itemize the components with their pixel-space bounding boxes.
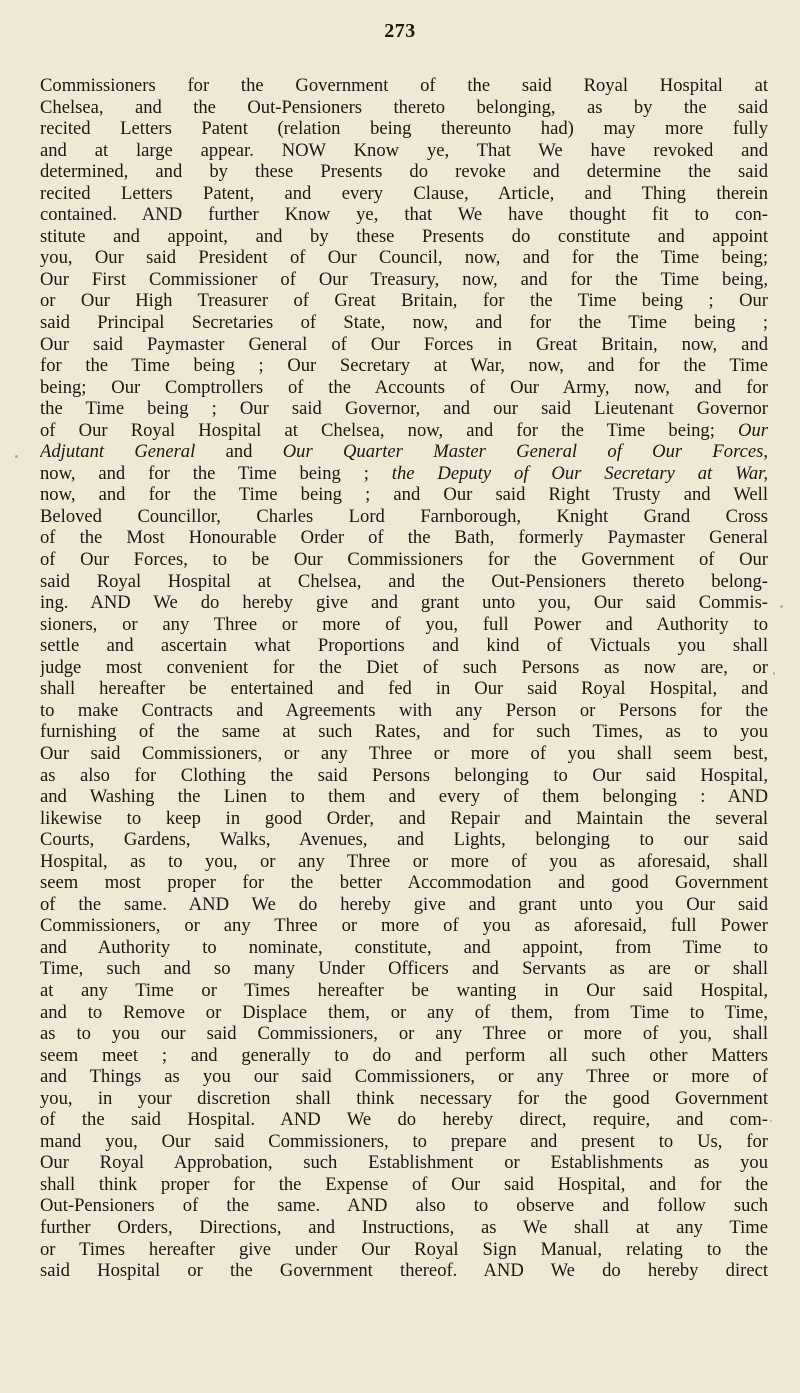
text-segment: of the Most Honourable Order of the Bath, formerly Paymaster General	[40, 527, 768, 549]
text-segment: now, and for the Time being ; and Our said Right Trusty and Well	[40, 484, 768, 506]
paper-speck	[773, 672, 775, 675]
paper-speck	[15, 455, 18, 458]
text-line	[40, 334, 768, 356]
text-segment: you, Our said President of Our Council, now, and for the Time being;	[40, 247, 768, 269]
text-line	[40, 441, 768, 463]
text-line	[40, 1023, 768, 1045]
text-segment: now, and for the Time being ;	[40, 462, 392, 484]
text-segment: seem most proper for the better Accommodation and good Government	[40, 872, 768, 894]
text-segment: of the same. AND We do hereby give and grant unto you Our said	[40, 893, 768, 915]
text-line	[40, 226, 768, 248]
text-line	[40, 161, 768, 183]
text-line	[40, 1174, 768, 1196]
text-line	[40, 1260, 768, 1282]
text-segment: Our said Commissioners, or any Three or more of you shall seem best,	[40, 742, 768, 764]
text-segment: shall hereafter be entertained and fed in Our said Royal Hospital, and	[40, 678, 768, 700]
text-segment: furnishing of the same at such Rates, and for such Times, as to you	[40, 721, 768, 743]
text-segment: likewise to keep in good Order, and Repair and Maintain the several	[40, 807, 768, 829]
text-segment: Courts, Gardens, Walks, Avenues, and Lights, belonging to our said	[40, 829, 768, 851]
text-line	[40, 1066, 768, 1088]
text-segment: Time, such and so many Under Officers and Servants as are or shall	[40, 958, 768, 980]
text-line	[40, 657, 768, 679]
text-line	[40, 484, 768, 506]
text-line	[40, 204, 768, 226]
text-line	[40, 463, 768, 485]
italic-text-segment: Our Quarter Master General of Our Forces,	[282, 441, 768, 463]
text-line	[40, 1045, 768, 1067]
text-segment: of Our Royal Hospital at Chelsea, now, and for the Time being;	[40, 419, 739, 441]
text-segment: or Times hereafter give under Our Royal Sign Manual, relating to the	[40, 1238, 768, 1260]
text-line	[40, 118, 768, 140]
text-line	[40, 527, 768, 549]
text-line	[40, 140, 768, 162]
text-line	[40, 1109, 768, 1131]
text-line	[40, 678, 768, 700]
text-line	[40, 506, 768, 528]
text-segment: said Hospital or the Government thereof. AND We do hereby direct	[40, 1260, 768, 1282]
text-line	[40, 355, 768, 377]
text-line	[40, 980, 768, 1002]
text-line	[40, 549, 768, 571]
italic-text-segment: Our	[738, 419, 768, 441]
text-segment: Out-Pensioners of the same. AND also to observe and follow such	[40, 1195, 768, 1217]
text-segment: of Our Forces, to be Our Commissioners for the Government of Our	[40, 549, 768, 571]
text-line	[40, 377, 768, 399]
text-line	[40, 1195, 768, 1217]
text-segment: as also for Clothing the said Persons belonging to Our said Hospital,	[40, 764, 768, 786]
text-line	[40, 97, 768, 119]
text-segment: and at large appear. NOW Know ye, That We have revoked and	[40, 139, 768, 161]
text-segment: and Authority to nominate, constitute, and appoint, from Time to	[40, 936, 768, 958]
text-line	[40, 743, 768, 765]
text-line	[40, 75, 768, 97]
text-line	[40, 765, 768, 787]
text-line	[40, 183, 768, 205]
italic-text-segment: Adjutant General	[40, 441, 196, 463]
text-segment: mand you, Our said Commissioners, to prepare and present to Us, for	[40, 1130, 768, 1152]
text-line	[40, 700, 768, 722]
text-line	[40, 420, 768, 442]
text-line	[40, 1131, 768, 1153]
text-line	[40, 635, 768, 657]
italic-text-segment: the Deputy of Our Secretary at War,	[391, 462, 768, 484]
text-line	[40, 958, 768, 980]
text-segment: and Washing the Linen to them and every of them belonging : AND	[40, 786, 768, 808]
text-segment: being; Our Comptrollers of the Accounts of Our Army, now, and for	[40, 376, 768, 398]
text-segment: Hospital, as to you, or any Three or more of you as aforesaid, shall	[40, 850, 768, 872]
text-line	[40, 786, 768, 808]
text-line	[40, 312, 768, 334]
text-segment: as to you our said Commissioners, or any Three or more of you, shall	[40, 1023, 768, 1045]
text-segment: recited Letters Patent (relation being thereunto had) may more fully	[40, 118, 768, 140]
text-line	[40, 247, 768, 269]
text-segment: ing. AND We do hereby give and grant unto you, Our said Commis-	[40, 592, 768, 614]
text-segment: seem meet ; and generally to do and perform all such other Matters	[40, 1044, 768, 1066]
text-line	[40, 269, 768, 291]
text-segment: Our Royal Approbation, such Establishment or Establishments as you	[40, 1152, 768, 1174]
text-segment: Commissioners, or any Three or more of you as aforesaid, full Power	[40, 915, 768, 937]
text-line	[40, 290, 768, 312]
text-segment: recited Letters Patent, and every Clause, Article, and Thing therein	[40, 182, 768, 204]
text-line	[40, 721, 768, 743]
text-line	[40, 1002, 768, 1024]
text-segment: determined, and by these Presents do revoke and determine the said	[40, 161, 768, 183]
text-segment: Beloved Councillor, Charles Lord Farnborough, Knight Grand Cross	[40, 505, 768, 527]
body-text	[40, 75, 768, 1282]
text-segment: contained. AND further Know ye, that We have thought fit to con-	[40, 204, 768, 226]
text-line	[40, 829, 768, 851]
text-line	[40, 937, 768, 959]
text-segment: judge most convenient for the Diet of such Persons as now are, or	[40, 656, 768, 678]
text-segment: said Principal Secretaries of State, now, and for the Time being ;	[40, 312, 768, 334]
text-line	[40, 571, 768, 593]
text-segment: stitute and appoint, and by these Presents do constitute and appoint	[40, 225, 768, 247]
text-segment: Chelsea, and the Out-Pensioners thereto belonging, as by the said	[40, 96, 768, 118]
text-line	[40, 1239, 768, 1261]
text-segment: sioners, or any Three or more of you, full Power and Authority to	[40, 613, 768, 635]
text-segment: Our said Paymaster General of Our Forces in Great Britain, now, and	[40, 333, 768, 355]
text-segment: you, in your discretion shall think necessary for the good Government	[40, 1087, 768, 1109]
text-line	[40, 614, 768, 636]
text-segment: and Things as you our said Commissioners, or any Three or more of	[40, 1066, 768, 1088]
text-line	[40, 851, 768, 873]
page-number: 273	[384, 20, 416, 42]
text-line	[40, 808, 768, 830]
text-line	[40, 398, 768, 420]
text-segment: the Time being ; Our said Governor, and our said Lieutenant Governor	[40, 398, 768, 420]
text-segment: further Orders, Directions, and Instructions, as We shall at any Time	[40, 1216, 768, 1238]
text-segment: said Royal Hospital at Chelsea, and the Out-Pensioners thereto belong-	[40, 570, 768, 592]
text-segment: and	[195, 441, 283, 463]
text-line	[40, 894, 768, 916]
text-segment: to make Contracts and Agreements with any Person or Persons for the	[40, 699, 768, 721]
text-segment: settle and ascertain what Proportions and kind of Victuals you shall	[40, 635, 768, 657]
text-line	[40, 1152, 768, 1174]
text-segment: or Our High Treasurer of Great Britain, for the Time being ; Our	[40, 290, 768, 312]
text-segment: at any Time or Times hereafter be wanting in Our said Hospital,	[40, 979, 768, 1001]
text-line	[40, 1088, 768, 1110]
text-line	[40, 872, 768, 894]
text-line	[40, 1217, 768, 1239]
text-segment: Commissioners for the Government of the said Royal Hospital at	[40, 75, 768, 96]
text-line	[40, 592, 768, 614]
text-line	[40, 915, 768, 937]
text-segment: Our First Commissioner of Our Treasury, now, and for the Time being,	[40, 268, 768, 290]
paper-speck	[770, 1120, 772, 1122]
text-segment: shall think proper for the Expense of Our said Hospital, and for the	[40, 1173, 768, 1195]
paper-speck	[780, 605, 783, 608]
text-segment: and to Remove or Displace them, or any of them, from Time to Time,	[40, 1001, 768, 1023]
text-segment: of the said Hospital. AND We do hereby direct, require, and com-	[40, 1109, 768, 1131]
text-segment: for the Time being ; Our Secretary at War, now, and for the Time	[40, 355, 768, 377]
